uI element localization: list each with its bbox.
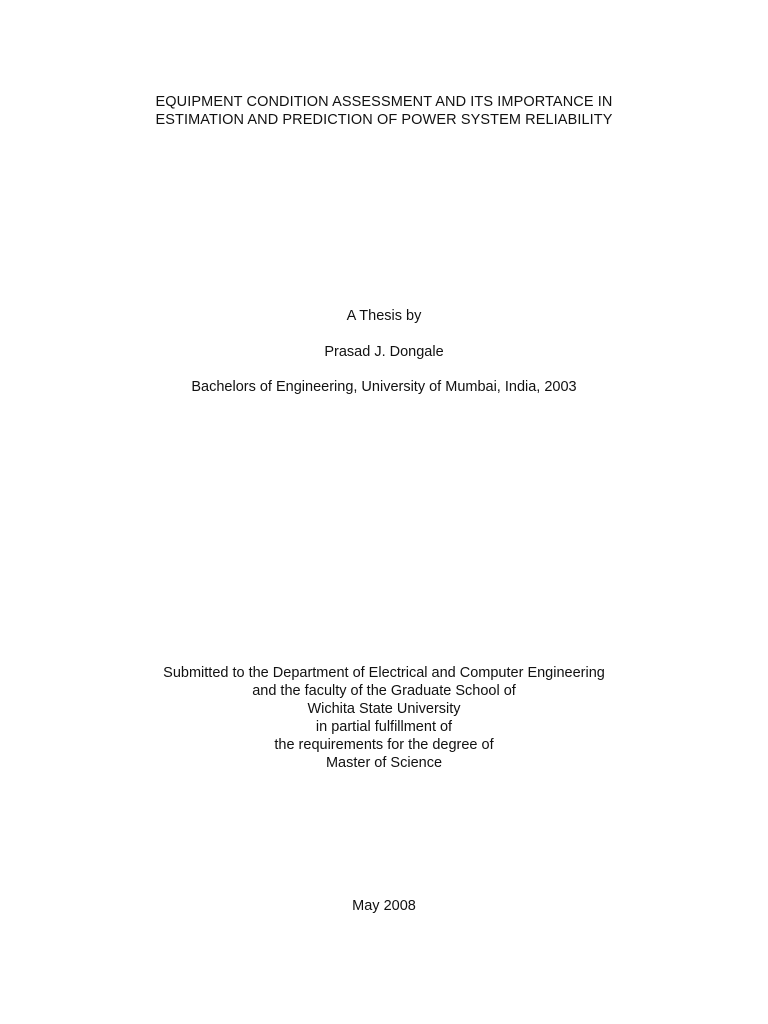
submission-line-1: Submitted to the Department of Electrical and Computer Engineering — [163, 665, 605, 681]
submission-line-3: Wichita State University — [307, 701, 461, 717]
degree-name: Master of Science — [325, 755, 443, 771]
submission-line-5: the requirements for the degree of — [274, 737, 494, 753]
thesis-title-line-2: ESTIMATION AND PREDICTION OF POWER SYSTEM RELIABILITY — [155, 112, 613, 128]
submission-line-2: and the faculty of the Graduate School of — [252, 683, 516, 699]
thesis-by-label: A Thesis by — [346, 308, 422, 324]
thesis-title-line-1: EQUIPMENT CONDITION ASSESSMENT AND ITS IMPORTANCE IN — [155, 94, 613, 110]
author-credential: Bachelors of Engineering, University of Mumbai, India, 2003 — [191, 379, 577, 395]
submission-line-4: in partial fulfillment of — [315, 719, 453, 735]
submission-date: May 2008 — [352, 898, 416, 914]
author-name: Prasad J. Dongale — [324, 344, 444, 360]
